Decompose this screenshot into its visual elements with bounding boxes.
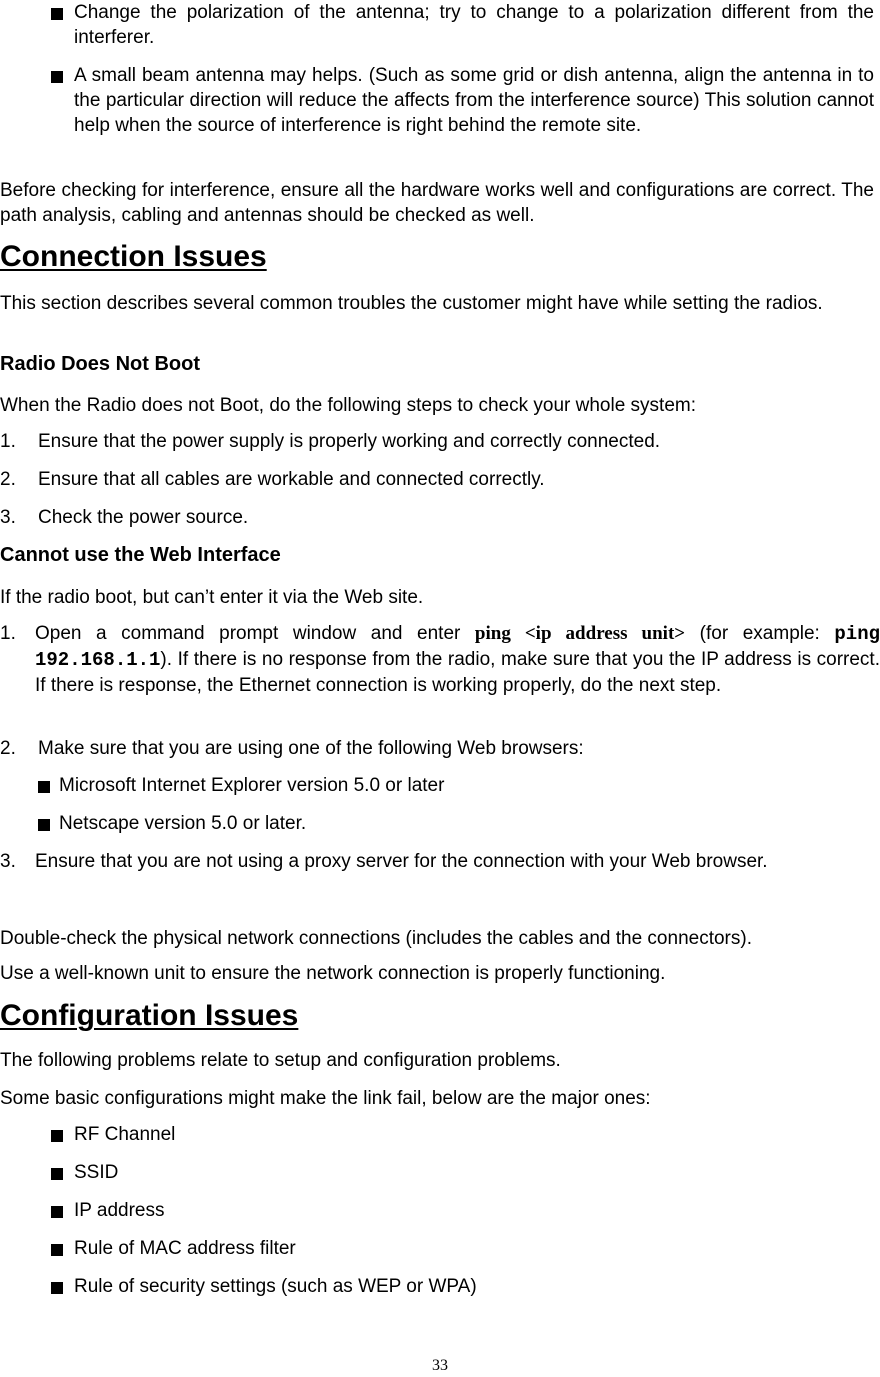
ping-command: ping <ip address unit> <box>474 623 686 644</box>
connection-para: Double-check the physical network connections (includes the cables and the connectors). <box>0 928 752 949</box>
subheading-no-boot: Radio Does Not Boot <box>0 353 200 375</box>
step-number: 3. <box>0 507 16 528</box>
config-item: Rule of MAC address filter <box>74 1238 296 1259</box>
step-text: Ensure that all cables are workable and connected correctly. <box>38 469 545 490</box>
bullet-square-icon <box>51 8 63 20</box>
no-boot-intro: When the Radio does not Boot, do the following steps to check your whole system: <box>0 395 696 416</box>
config-item: Rule of security settings (such as WEP or WPA) <box>74 1276 477 1297</box>
step-text: Ensure that the power supply is properly working and correctly connected. <box>38 431 661 452</box>
subheading-web-interface: Cannot use the Web Interface <box>0 544 281 566</box>
step-text-pre: Open a command prompt window and enter <box>35 623 475 644</box>
step-text: Check the power source. <box>38 507 249 528</box>
browser-item: Netscape version 5.0 or later. <box>59 813 307 834</box>
step-text-ping <box>35 621 880 698</box>
bullet-square-icon <box>51 1168 63 1180</box>
configuration-intro: The following problems relate to setup and configuration problems. <box>0 1050 561 1071</box>
step-text: Ensure that you are not using a proxy server for the connection with your Web browser. <box>35 851 768 872</box>
step-number: 2. <box>0 738 16 759</box>
bullet-square-icon <box>51 1244 63 1256</box>
connection-para: Use a well-known unit to ensure the network connection is properly functioning. <box>0 963 666 984</box>
step-number: 1. <box>0 431 16 452</box>
intro-paragraph: Before checking for interference, ensure all the hardware works well and configurations are correct. The path analysis, cabling and antennas should be checked as well. <box>0 180 874 226</box>
step-text: Make sure that you are using one of the following Web browsers: <box>38 738 584 759</box>
bullet-text: A small beam antenna may helps. (Such as some grid or dish antenna, align the antenna in to the particular direction will reduce the affects from the interference source) This solution cannot help when the source of interference is right behind the remote site. <box>74 65 874 136</box>
step-number: 1. <box>0 623 16 644</box>
browser-item: Microsoft Internet Explorer version 5.0 or later <box>59 775 445 796</box>
bullet-square-icon <box>51 1206 63 1218</box>
config-item: IP address <box>74 1200 165 1221</box>
ping-example: ping 192.168.1.1 <box>35 623 880 671</box>
step-text-post: ). If there is no response from the radio, make sure that you the IP address is correct. If there is response, the Ethernet connection is working properly, do the next step. <box>35 649 880 696</box>
bullet-square-icon <box>38 781 50 793</box>
page-number: 33 <box>432 1357 448 1374</box>
step-number: 2. <box>0 469 16 490</box>
config-item: RF Channel <box>74 1124 176 1145</box>
bullet-square-icon <box>38 819 50 831</box>
configuration-intro: Some basic configurations might make the link fail, below are the major ones: <box>0 1088 651 1109</box>
config-item: SSID <box>74 1162 119 1183</box>
web-intro: If the radio boot, but can’t enter it via the Web site. <box>0 587 424 608</box>
step-text-mid: (for example: <box>685 623 835 644</box>
section-heading-connection: Connection Issues <box>0 240 267 273</box>
bullet-text: Change the polarization of the antenna; try to change to a polarization different from the interferer. <box>74 2 874 48</box>
bullet-square-icon <box>51 71 63 83</box>
step-number: 3. <box>0 851 16 872</box>
bullet-square-icon <box>51 1282 63 1294</box>
bullet-square-icon <box>51 1130 63 1142</box>
connection-intro: This section describes several common troubles the customer might have while setting the radios. <box>0 293 823 314</box>
section-heading-configuration: Configuration Issues <box>0 999 299 1032</box>
